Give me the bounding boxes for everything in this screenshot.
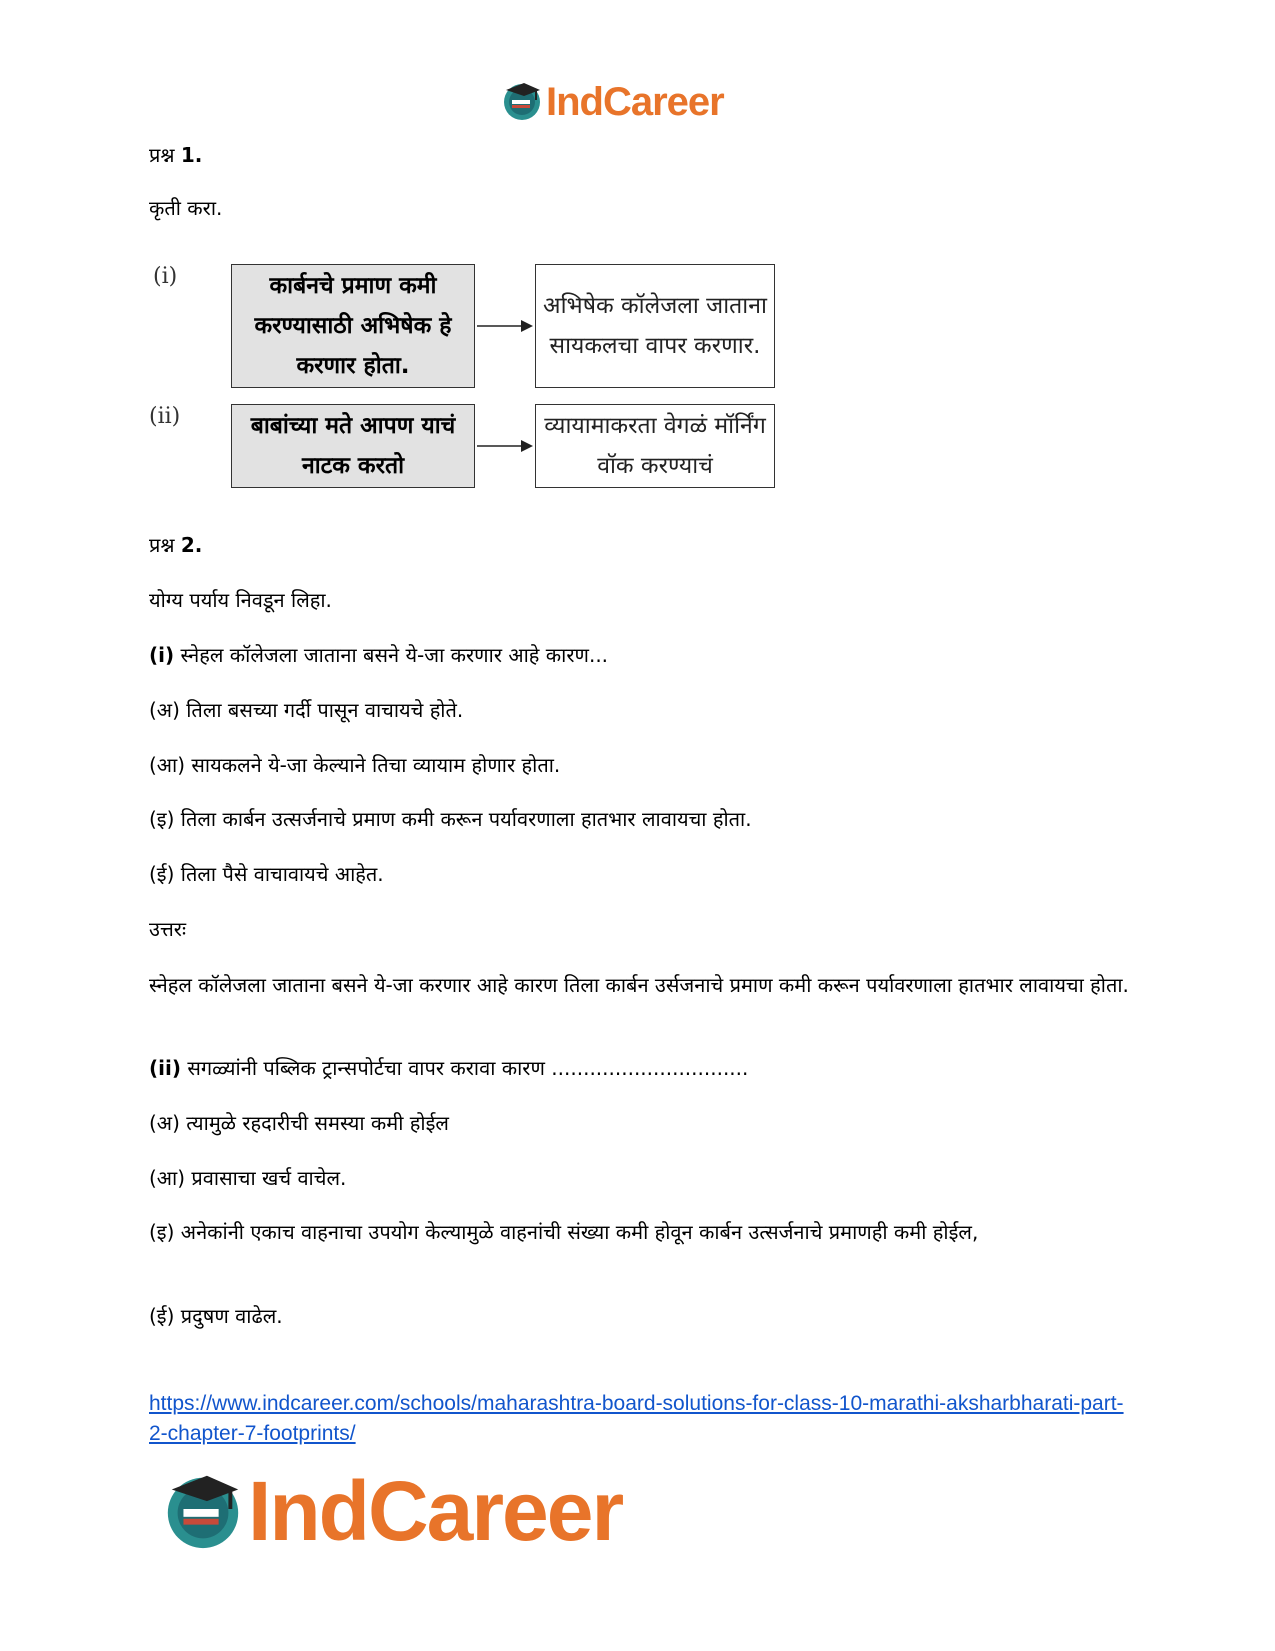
q1-heading bbox=[149, 140, 202, 170]
q2-part1-number: (i) bbox=[149, 643, 175, 667]
q1-diagram bbox=[149, 258, 809, 500]
logo-text: IndCareer bbox=[546, 79, 724, 124]
option: (इ) अनेकांनी एकाच वाहनाचा उपयोग केल्यामुळे वाहनांची संख्या कमी होवून कार्बन उत्सर्जनाचे प्रमाणही कमी होईल, bbox=[149, 1220, 979, 1244]
q2-heading-number: 2. bbox=[180, 533, 203, 557]
graduation-cap-icon bbox=[500, 78, 544, 126]
diagram-answer-box: व्यायामाकरता वेगळं मॉर्निंग वॉक करण्याचं bbox=[535, 404, 775, 488]
diagram-row-label: (ii) bbox=[149, 404, 181, 429]
option: (अ) तिला बसच्या गर्दी पासून वाचायचे होते. bbox=[149, 698, 464, 722]
diagram-answer-box: अभिषेक कॉलेजला जाताना सायकलचा वापर करणार. bbox=[535, 264, 775, 388]
diagram-cause-box: बाबांच्या मते आपण याचं नाटक करतो bbox=[231, 404, 475, 488]
option: (आ) प्रवासाचा खर्च वाचेल. bbox=[149, 1166, 347, 1190]
source-link[interactable]: https://www.indcareer.com/schools/maharashtra-board-solutions-for-class-10-marathi-aksharbharati-part-2-chapter-7-footprints/ bbox=[149, 1392, 1124, 1445]
diagram-row-label: (i) bbox=[153, 264, 178, 289]
header-logo bbox=[500, 78, 724, 126]
q2-part2-stem bbox=[149, 1053, 748, 1083]
diagram-cause-box: कार्बनचे प्रमाण कमी करण्यासाठी अभिषेक हे करणार होता. bbox=[231, 264, 475, 388]
option: (इ) तिला कार्बन उत्सर्जनाचे प्रमाण कमी करून पर्यावरणाला हातभार लावायचा होता. bbox=[149, 807, 752, 831]
footer-logo bbox=[160, 1465, 622, 1557]
arrow-icon bbox=[475, 436, 535, 456]
option: (ई) तिला पैसे वाचावायचे आहेत. bbox=[149, 862, 384, 886]
q2-heading-prefix: प्रश्न bbox=[149, 533, 175, 557]
q2-instruction: योग्य पर्याय निवडून लिहा. bbox=[149, 588, 332, 612]
q2-part1-stem bbox=[149, 640, 608, 670]
option: (ई) प्रदुषण वाढेल. bbox=[149, 1304, 283, 1328]
q2-part2-number: (ii) bbox=[149, 1056, 181, 1080]
answer-label: उत्तरः bbox=[149, 917, 186, 941]
arrow-icon bbox=[475, 316, 535, 336]
answer-text: स्नेहल कॉलेजला जाताना बसने ये-जा करणार आहे कारण तिला कार्बन उर्सजनाचे प्रमाण कमी करून पर्यावरणाला हातभार लावायचा होता. bbox=[149, 973, 1129, 997]
q1-instruction: कृती करा. bbox=[149, 196, 223, 220]
q1-heading-prefix: प्रश्न bbox=[149, 143, 175, 167]
logo-text: IndCareer bbox=[248, 1463, 623, 1558]
option: (अ) त्यामुळे रहदारीची समस्या कमी होईल bbox=[149, 1111, 449, 1135]
graduation-cap-icon bbox=[160, 1466, 246, 1556]
q2-part1-text: स्नेहल कॉलेजला जाताना बसने ये-जा करणार आहे कारण... bbox=[174, 643, 609, 667]
q2-heading bbox=[149, 530, 202, 560]
option: (आ) सायकलने ये-जा केल्याने तिचा व्यायाम होणार होता. bbox=[149, 753, 561, 777]
q1-heading-number: 1. bbox=[180, 143, 203, 167]
q2-part2-text: सगळ्यांनी पब्लिक ट्रान्सपोर्टचा वापर करावा कारण ............................... bbox=[181, 1056, 749, 1080]
